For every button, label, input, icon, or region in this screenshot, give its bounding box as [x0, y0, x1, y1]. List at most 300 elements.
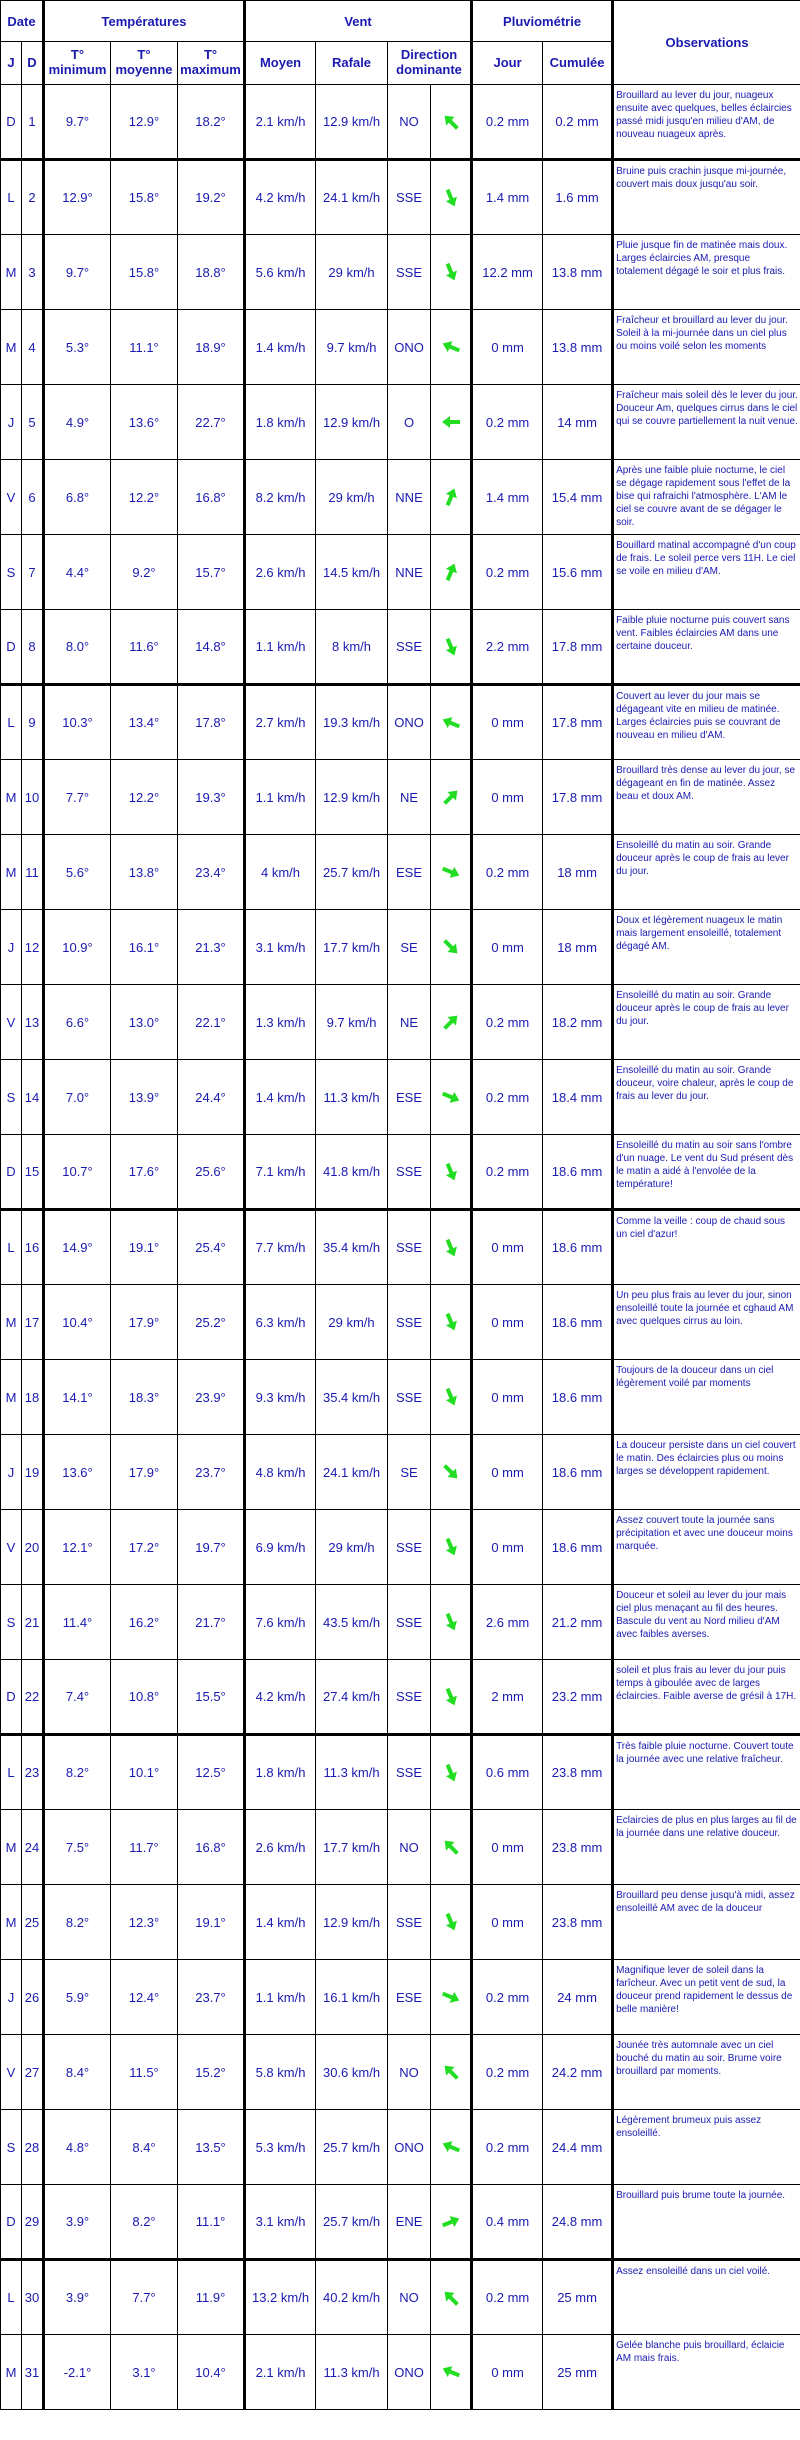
temp-min-cell: 4.8°: [44, 2110, 111, 2185]
rain-day-cell: 0 mm: [472, 760, 543, 835]
wind-gust-cell: 17.7 km/h: [316, 910, 388, 985]
temp-min-cell: 6.8°: [44, 460, 111, 535]
rain-cumul-cell: 25 mm: [543, 2335, 613, 2410]
wind-gust-cell: 41.8 km/h: [316, 1135, 388, 1210]
weekday-cell: D: [1, 2185, 22, 2260]
wind-avg-cell: 5.6 km/h: [245, 235, 316, 310]
rain-day-cell: 0 mm: [472, 1810, 543, 1885]
table-row: [1, 1960, 800, 2035]
rain-day-cell: 0 mm: [472, 1360, 543, 1435]
weekday-cell: M: [1, 835, 22, 910]
wind-gust-cell: 29 km/h: [316, 1285, 388, 1360]
tmin-col-header: T° minimum: [44, 42, 111, 85]
day-cell: 1: [22, 85, 44, 160]
rain-cumul-cell: 17.8 mm: [543, 610, 613, 685]
temp-avg-cell: 10.8°: [111, 1660, 178, 1735]
wind-direction-cell: SSE: [388, 1210, 431, 1285]
wind-arrow-cell: [431, 685, 472, 760]
table-row: [1, 2035, 800, 2110]
temp-max-cell: 16.8°: [178, 460, 245, 535]
observation-text: Couvert au lever du jour mais se dégageant vite en milieu de matinée. Larges éclaircies puis se couvrant de nouveau en milieu d'AM.: [616, 691, 781, 741]
wind-arrow-cell: [431, 85, 472, 160]
observation-text: Toujours de la douceur dans un ciel légèrement voilé par moments: [616, 1365, 774, 1389]
observation-cell: [613, 535, 800, 610]
temp-max-cell: 23.7°: [178, 1960, 245, 2035]
wind-gust-cell: 24.1 km/h: [316, 1435, 388, 1510]
wind-arrow-icon: [440, 2211, 462, 2233]
weekday-cell: M: [1, 310, 22, 385]
wind-direction-cell: NNE: [388, 535, 431, 610]
wind-gust-col-header: Rafale: [316, 42, 388, 85]
temp-min-cell: 14.9°: [44, 1210, 111, 1285]
wind-arrow-icon: [440, 636, 462, 658]
wind-arrow-icon: [440, 1911, 462, 1933]
temp-avg-cell: 12.2°: [111, 760, 178, 835]
wind-arrow-cell: [431, 610, 472, 685]
wind-arrow-cell: [431, 1885, 472, 1960]
temp-min-cell: 8.2°: [44, 1885, 111, 1960]
weekday-cell: M: [1, 235, 22, 310]
wind-direction-cell: SSE: [388, 610, 431, 685]
wind-arrow-icon: [440, 1686, 462, 1708]
wind-arrow-icon: [440, 1611, 462, 1633]
observation-cell: [613, 985, 800, 1060]
rain-day-cell: 12.2 mm: [472, 235, 543, 310]
weekday-cell: L: [1, 2260, 22, 2335]
wind-direction-cell: ONO: [388, 2110, 431, 2185]
wind-direction-cell: SSE: [388, 1885, 431, 1960]
rain-day-cell: 0 mm: [472, 685, 543, 760]
wind-arrow-cell: [431, 2260, 472, 2335]
weekday-cell: J: [1, 1960, 22, 2035]
tmax-col-header: T° maximum: [178, 42, 245, 85]
table-row: [1, 835, 800, 910]
wind-arrow-cell: [431, 1810, 472, 1885]
wind-arrow-icon: [440, 561, 462, 583]
rain-cumul-cell: 18.2 mm: [543, 985, 613, 1060]
temp-avg-cell: 7.7°: [111, 2260, 178, 2335]
wind-arrow-cell: [431, 385, 472, 460]
temp-avg-cell: 11.5°: [111, 2035, 178, 2110]
temp-min-cell: 13.6°: [44, 1435, 111, 1510]
table-row: [1, 1510, 800, 1585]
observation-text: Fraîcheur et brouillard au lever du jour. Soleil à la mi-journée dans un ciel plus ou moins voilé selon les moments: [616, 315, 788, 352]
observation-text: soleil et plus frais au lever du jour puis temps à giboulée avec de larges éclaircies. Faible averse de grésil à 17H.: [616, 1665, 797, 1702]
observation-cell: [613, 1960, 800, 2035]
observation-text: Brouillard au lever du jour, nuageux ensuite avec quelques, belles éclaircies passé midi jusqu'en milieu d'AM, de nouveau nuageux après.: [616, 90, 792, 140]
wind-avg-cell: 1.4 km/h: [245, 1060, 316, 1135]
rain-day-cell: 0.2 mm: [472, 535, 543, 610]
table-row: [1, 385, 800, 460]
temp-min-cell: 11.4°: [44, 1585, 111, 1660]
table-row: [1, 310, 800, 385]
day-cell: 22: [22, 1660, 44, 1735]
temp-avg-cell: 13.6°: [111, 385, 178, 460]
wind-direction-cell: ESE: [388, 1960, 431, 2035]
weekday-cell: V: [1, 985, 22, 1060]
day-cell: 23: [22, 1735, 44, 1810]
wind-gust-cell: 24.1 km/h: [316, 160, 388, 235]
weekday-cell: L: [1, 1210, 22, 1285]
temp-avg-cell: 17.9°: [111, 1285, 178, 1360]
table-body: [1, 85, 800, 2410]
table-row: [1, 1360, 800, 1435]
wind-direction-cell: ONO: [388, 685, 431, 760]
wind-arrow-cell: [431, 985, 472, 1060]
weekday-cell: M: [1, 1360, 22, 1435]
table-row: [1, 610, 800, 685]
day-cell: 2: [22, 160, 44, 235]
wind-arrow-icon: [440, 1386, 462, 1408]
temp-avg-cell: 11.1°: [111, 310, 178, 385]
rain-day-cell: 0.2 mm: [472, 2110, 543, 2185]
observation-cell: [613, 1585, 800, 1660]
observation-cell: [613, 910, 800, 985]
rain-cumul-cell: 25 mm: [543, 2260, 613, 2335]
temp-min-cell: 8.2°: [44, 1735, 111, 1810]
table-row: [1, 460, 800, 535]
wind-direction-cell: SE: [388, 910, 431, 985]
table-row: [1, 1735, 800, 1810]
wind-arrow-icon: [440, 261, 462, 283]
weekday-cell: S: [1, 1060, 22, 1135]
temp-min-cell: 3.9°: [44, 2260, 111, 2335]
temp-min-cell: -2.1°: [44, 2335, 111, 2410]
tmoy-col-header: T° moyenne: [111, 42, 178, 85]
date-header: Date: [1, 1, 44, 42]
wind-direction-cell: NO: [388, 2035, 431, 2110]
rain-day-cell: 0.2 mm: [472, 835, 543, 910]
wind-direction-cell: SSE: [388, 1510, 431, 1585]
table-row: [1, 1585, 800, 1660]
wind-avg-cell: 1.4 km/h: [245, 1885, 316, 1960]
day-cell: 18: [22, 1360, 44, 1435]
observation-text: Ensoleillé du matin au soir. Grande douceur, voire chaleur, après le coup de frais au lever du jour.: [616, 1065, 794, 1102]
rain-cumul-cell: 18.4 mm: [543, 1060, 613, 1135]
rain-day-cell: 1.4 mm: [472, 460, 543, 535]
rain-cumul-cell: 18.6 mm: [543, 1285, 613, 1360]
rain-cumul-cell: 24.4 mm: [543, 2110, 613, 2185]
wind-gust-cell: 12.9 km/h: [316, 385, 388, 460]
day-cell: 11: [22, 835, 44, 910]
wind-arrow-cell: [431, 1660, 472, 1735]
wind-arrow-icon: [440, 1536, 462, 1558]
temp-avg-cell: 16.2°: [111, 1585, 178, 1660]
rain-cumul-cell: 21.2 mm: [543, 1585, 613, 1660]
temp-max-cell: 17.8°: [178, 685, 245, 760]
temp-avg-cell: 15.8°: [111, 160, 178, 235]
temp-max-cell: 15.2°: [178, 2035, 245, 2110]
weekday-cell: M: [1, 1885, 22, 1960]
day-cell: 8: [22, 610, 44, 685]
weekday-cell: V: [1, 460, 22, 535]
wind-arrow-icon: [440, 712, 462, 734]
temp-avg-cell: 16.1°: [111, 910, 178, 985]
temp-max-cell: 14.8°: [178, 610, 245, 685]
wind-avg-cell: 4 km/h: [245, 835, 316, 910]
wind-arrow-icon: [440, 111, 462, 133]
temp-min-cell: 10.7°: [44, 1135, 111, 1210]
wind-arrow-icon: [440, 1986, 462, 2008]
wind-direction-col-header: Direction dominante: [388, 42, 472, 85]
wind-arrow-cell: [431, 160, 472, 235]
rain-cumul-cell: 17.8 mm: [543, 760, 613, 835]
table-row: [1, 160, 800, 235]
rain-cumul-col-header: Cumulée: [543, 42, 613, 85]
weekday-cell: M: [1, 760, 22, 835]
table-row: [1, 2335, 800, 2410]
temp-avg-cell: 13.8°: [111, 835, 178, 910]
observation-text: Ensoleillé du matin au soir. Grande douceur après le coup de frais au lever du jour.: [616, 840, 789, 877]
wind-direction-cell: SSE: [388, 1285, 431, 1360]
table-row: [1, 1660, 800, 1735]
rain-day-cell: 0.2 mm: [472, 2260, 543, 2335]
rain-cumul-cell: 23.8 mm: [543, 1810, 613, 1885]
temp-max-cell: 23.7°: [178, 1435, 245, 1510]
table-row: [1, 1810, 800, 1885]
day-cell: 17: [22, 1285, 44, 1360]
temp-min-cell: 4.9°: [44, 385, 111, 460]
rain-day-cell: 2.6 mm: [472, 1585, 543, 1660]
observation-text: Brouillard peu dense jusqu'à midi, assez ensoleillé AM avec de la douceur: [616, 1890, 795, 1914]
temp-max-cell: 18.8°: [178, 235, 245, 310]
wind-gust-cell: 25.7 km/h: [316, 2110, 388, 2185]
temp-max-cell: 10.4°: [178, 2335, 245, 2410]
wind-avg-cell: 2.6 km/h: [245, 1810, 316, 1885]
observation-text: Faible pluie nocturne puis couvert sans vent. Faibles éclaircies AM dans une certaine douceur.: [616, 615, 790, 652]
wind-gust-cell: 19.3 km/h: [316, 685, 388, 760]
temp-avg-cell: 13.9°: [111, 1060, 178, 1135]
rain-day-cell: 0.2 mm: [472, 385, 543, 460]
wind-arrow-cell: [431, 2335, 472, 2410]
temp-avg-cell: 17.6°: [111, 1135, 178, 1210]
temp-avg-cell: 8.2°: [111, 2185, 178, 2260]
observation-cell: [613, 685, 800, 760]
day-cell: 12: [22, 910, 44, 985]
rain-day-cell: 0.2 mm: [472, 1135, 543, 1210]
weekday-cell: D: [1, 85, 22, 160]
observation-text: Un peu plus frais au lever du jour, sinon ensoleillé toute la journée et cghaud AM avec quelques cirrus au loin.: [616, 1290, 794, 1327]
rain-cumul-cell: 18.6 mm: [543, 1510, 613, 1585]
wind-arrow-cell: [431, 1360, 472, 1435]
weekday-cell: M: [1, 2335, 22, 2410]
temp-min-cell: 5.9°: [44, 1960, 111, 2035]
rain-day-cell: 0 mm: [472, 1510, 543, 1585]
table-row: [1, 535, 800, 610]
day-cell: 4: [22, 310, 44, 385]
rain-cumul-cell: 1.6 mm: [543, 160, 613, 235]
weekday-cell: D: [1, 1660, 22, 1735]
rain-day-cell: 0.2 mm: [472, 985, 543, 1060]
wind-arrow-cell: [431, 2035, 472, 2110]
temp-avg-cell: 18.3°: [111, 1360, 178, 1435]
wind-arrow-cell: [431, 2185, 472, 2260]
rain-day-cell: 0 mm: [472, 1885, 543, 1960]
wind-arrow-icon: [440, 1011, 462, 1033]
rain-day-cell: 0 mm: [472, 1210, 543, 1285]
day-cell: 5: [22, 385, 44, 460]
temp-avg-cell: 12.4°: [111, 1960, 178, 2035]
wind-arrow-cell: [431, 1060, 472, 1135]
day-cell: 28: [22, 2110, 44, 2185]
temp-min-cell: 14.1°: [44, 1360, 111, 1435]
weekday-cell: L: [1, 160, 22, 235]
wind-avg-cell: 4.2 km/h: [245, 1660, 316, 1735]
observation-text: Doux et légèrement nuageux le matin mais largement ensoleillé, totalement dégagé AM.: [616, 915, 783, 952]
wind-direction-cell: SSE: [388, 1360, 431, 1435]
wind-arrow-cell: [431, 1585, 472, 1660]
wind-avg-cell: 4.2 km/h: [245, 160, 316, 235]
table-row: [1, 85, 800, 160]
rain-day-cell: 0 mm: [472, 910, 543, 985]
temp-max-cell: 11.1°: [178, 2185, 245, 2260]
wind-avg-cell: 1.8 km/h: [245, 1735, 316, 1810]
wind-arrow-icon: [440, 2361, 462, 2383]
observation-text: Fraîcheur mais soleil dès le lever du jour. Douceur Am, quelques cirrus dans le ciel qui se couvre partiellement la nuit venue.: [616, 390, 798, 427]
weekday-cell: V: [1, 2035, 22, 2110]
rain-day-cell: 0.2 mm: [472, 1060, 543, 1135]
observation-text: Après une faible pluie nocturne, le ciel se dégage rapidement sous l'effet de la bise qui rafraichi l'atmosphère. L'AM le ciel se couvre avant de se dégager le soir.: [616, 465, 791, 528]
weekday-cell: S: [1, 1585, 22, 1660]
wind-arrow-cell: [431, 2110, 472, 2185]
temp-max-cell: 21.3°: [178, 910, 245, 985]
wind-arrow-icon: [440, 411, 462, 433]
wind-arrow-icon: [440, 187, 462, 209]
temp-avg-cell: 19.1°: [111, 1210, 178, 1285]
temp-max-cell: 21.7°: [178, 1585, 245, 1660]
observation-cell: [613, 460, 800, 535]
rain-cumul-cell: 13.8 mm: [543, 235, 613, 310]
temp-min-cell: 9.7°: [44, 235, 111, 310]
wind-gust-cell: 11.3 km/h: [316, 2335, 388, 2410]
wind-arrow-icon: [440, 1461, 462, 1483]
day-cell: 3: [22, 235, 44, 310]
wind-gust-cell: 25.7 km/h: [316, 835, 388, 910]
temp-min-cell: 12.9°: [44, 160, 111, 235]
wind-arrow-icon: [440, 486, 462, 508]
wind-arrow-icon: [440, 1762, 462, 1784]
rain-cumul-cell: 24.2 mm: [543, 2035, 613, 2110]
weekday-cell: L: [1, 685, 22, 760]
temp-avg-cell: 11.6°: [111, 610, 178, 685]
temp-min-cell: 8.0°: [44, 610, 111, 685]
wind-arrow-cell: [431, 1435, 472, 1510]
rain-cumul-cell: 18 mm: [543, 835, 613, 910]
wind-gust-cell: 29 km/h: [316, 1510, 388, 1585]
observation-text: Assez couvert toute la journée sans précipitation et avec une douceur moins marquée.: [616, 1515, 793, 1552]
temp-avg-cell: 17.9°: [111, 1435, 178, 1510]
rain-cumul-cell: 14 mm: [543, 385, 613, 460]
weekday-cell: S: [1, 535, 22, 610]
observation-cell: [613, 1810, 800, 1885]
wind-avg-cell: 3.1 km/h: [245, 2185, 316, 2260]
observation-cell: [613, 1360, 800, 1435]
temp-min-cell: 10.9°: [44, 910, 111, 985]
temp-max-cell: 18.9°: [178, 310, 245, 385]
wind-avg-cell: 3.1 km/h: [245, 910, 316, 985]
temp-max-cell: 15.7°: [178, 535, 245, 610]
day-cell: 13: [22, 985, 44, 1060]
rain-cumul-cell: 18 mm: [543, 910, 613, 985]
rain-day-cell: 0.2 mm: [472, 1960, 543, 2035]
day-cell: 30: [22, 2260, 44, 2335]
rain-day-cell: 0 mm: [472, 1285, 543, 1360]
temp-max-cell: 11.9°: [178, 2260, 245, 2335]
temp-min-cell: 7.7°: [44, 760, 111, 835]
temp-min-cell: 10.4°: [44, 1285, 111, 1360]
wind-gust-cell: 12.9 km/h: [316, 85, 388, 160]
day-cell: 24: [22, 1810, 44, 1885]
wind-avg-cell: 8.2 km/h: [245, 460, 316, 535]
observation-text: Eclaircies de plus en plus larges au fil de la journée dans une relative douceur.: [616, 1815, 797, 1839]
temp-min-cell: 5.6°: [44, 835, 111, 910]
temp-max-cell: 22.1°: [178, 985, 245, 1060]
wind-gust-cell: 17.7 km/h: [316, 1810, 388, 1885]
day-cell: 29: [22, 2185, 44, 2260]
weekday-cell: M: [1, 1285, 22, 1360]
temp-avg-cell: 3.1°: [111, 2335, 178, 2410]
observation-cell: [613, 1885, 800, 1960]
temp-max-cell: 15.5°: [178, 1660, 245, 1735]
day-col-header: D: [22, 42, 44, 85]
wind-arrow-icon: [440, 1161, 462, 1183]
table-row: [1, 685, 800, 760]
wind-arrow-cell: [431, 1960, 472, 2035]
wind-direction-cell: NE: [388, 760, 431, 835]
observation-text: Jounée très automnale avec un ciel bouché du matin au soir. Brume voire brouillard par moments.: [616, 2040, 782, 2077]
wind-gust-cell: 9.7 km/h: [316, 310, 388, 385]
observation-cell: [613, 235, 800, 310]
temp-min-cell: 7.0°: [44, 1060, 111, 1135]
weekday-cell: D: [1, 1135, 22, 1210]
rain-cumul-cell: 18.6 mm: [543, 1435, 613, 1510]
wind-avg-cell: 1.4 km/h: [245, 310, 316, 385]
table-row: [1, 2185, 800, 2260]
wind-gust-cell: 35.4 km/h: [316, 1210, 388, 1285]
wind-avg-cell: 2.1 km/h: [245, 2335, 316, 2410]
wind-direction-cell: NO: [388, 2260, 431, 2335]
wind-gust-cell: 11.3 km/h: [316, 1060, 388, 1135]
wind-gust-cell: 8 km/h: [316, 610, 388, 685]
rain-cumul-cell: 23.8 mm: [543, 1735, 613, 1810]
observation-cell: [613, 2335, 800, 2410]
rain-cumul-cell: 18.6 mm: [543, 1360, 613, 1435]
day-cell: 6: [22, 460, 44, 535]
temp-avg-cell: 10.1°: [111, 1735, 178, 1810]
wind-header: Vent: [245, 1, 472, 42]
wind-avg-col-header: Moyen: [245, 42, 316, 85]
weekday-cell: J: [1, 385, 22, 460]
wind-direction-cell: SSE: [388, 1585, 431, 1660]
wind-avg-cell: 7.1 km/h: [245, 1135, 316, 1210]
table-row: [1, 1060, 800, 1135]
wind-gust-cell: 43.5 km/h: [316, 1585, 388, 1660]
wind-avg-cell: 2.7 km/h: [245, 685, 316, 760]
table-row: [1, 1210, 800, 1285]
wind-avg-cell: 1.1 km/h: [245, 760, 316, 835]
wind-arrow-icon: [440, 786, 462, 808]
wind-gust-cell: 29 km/h: [316, 235, 388, 310]
observation-text: Bouillard matinal accompagné d'un coup de frais. Le soleil perce vers 11H. Le ciel se voile en milieu d'AM.: [616, 540, 796, 577]
day-cell: 16: [22, 1210, 44, 1285]
wind-direction-cell: SSE: [388, 235, 431, 310]
wind-gust-cell: 12.9 km/h: [316, 760, 388, 835]
temp-min-cell: 7.5°: [44, 1810, 111, 1885]
wind-direction-cell: NO: [388, 1810, 431, 1885]
observation-cell: [613, 1735, 800, 1810]
wind-arrow-icon: [440, 1311, 462, 1333]
wind-direction-cell: SSE: [388, 1660, 431, 1735]
